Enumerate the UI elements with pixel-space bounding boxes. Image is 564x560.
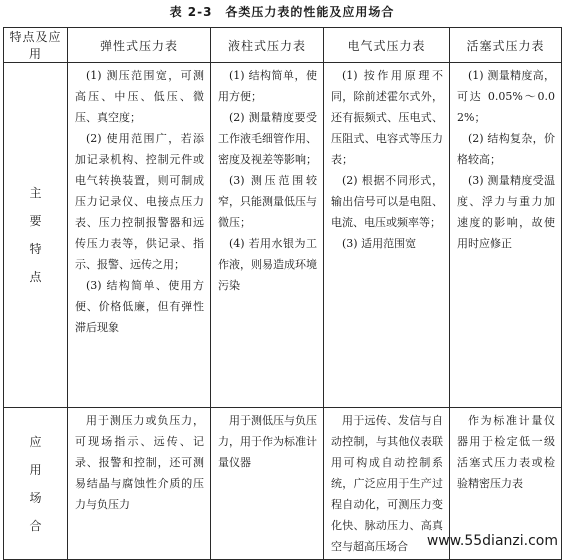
row-label-char: 主 — [29, 186, 42, 200]
row-label-char: 要 — [29, 214, 42, 228]
feature-item: (2) 结构复杂，价格较高； — [457, 132, 555, 166]
header-cell-liquid-column: 液柱式压力表 — [211, 28, 324, 63]
cell-elastic-applications — [68, 408, 211, 560]
feature-item: (2) 使用范围广，若添加记录机构、控制元件或电气转换装置，则可制成压力记录仪、电接点压力表、压力控制报警器和远传压力表等，供记录、指示、报警、远传之用； — [75, 132, 204, 271]
feature-item: (1) 测压范围宽，可测高压、中压、低压、微压、真空度； — [75, 69, 204, 124]
row-label-applications — [4, 408, 68, 560]
row-label-char: 特 — [29, 242, 42, 256]
header-cell-elastic: 弹性式压力表 — [68, 28, 211, 63]
watermark-text: www.55dianzi.com — [426, 533, 558, 549]
cell-liquid-column-features — [211, 63, 324, 408]
row-label-char: 场 — [29, 490, 42, 505]
pressure-gauge-table — [3, 27, 562, 560]
table-caption: 表 2-3 各类压力表的性能及应用场合 — [169, 5, 395, 19]
feature-item: (3) 测压范围较窄，只能测量低压与微压； — [218, 174, 317, 229]
cell-piston-features — [450, 63, 562, 408]
feature-item: (3) 适用范围宽 — [342, 237, 417, 250]
application-text: 用于测压力或负压力，可现场指示、远传、记录、报警和控制，还可测易结晶与腐蚀性介质的压力与负压力 — [75, 414, 204, 511]
row-label-char: 应 — [29, 434, 42, 449]
row-label-char: 点 — [29, 270, 42, 284]
application-text: 作为标准计量仪器用于检定低一级活塞式压力表或检验精密压力表 — [457, 414, 555, 490]
feature-item: (1) 结构简单，使用方便； — [218, 69, 317, 103]
cell-elastic-features — [68, 63, 211, 408]
header-row — [4, 28, 562, 63]
application-text: 用于远传、发信与自动控制，与其他仪表联用可构成自动控制系统，广泛应用于生产过程自动化，可测压力变化快、脉动压力、高真空与超高压场合 — [331, 414, 443, 553]
row-label-char: 合 — [29, 518, 42, 533]
header-cell-electrical: 电气式压力表 — [324, 28, 450, 63]
header-cell-piston: 活塞式压力表 — [450, 28, 562, 63]
application-text: 用于测低压与负压力，用于作为标准计量仪器 — [218, 414, 317, 469]
feature-item: (2) 根据不同形式，输出信号可以是电阻、电流、电压或频率等； — [331, 174, 443, 229]
header-cell-category: 特点及应用 — [4, 28, 68, 63]
feature-item: (3) 测量精度受温度、浮力与重力加速度的影响，故使用时应修正 — [457, 174, 555, 250]
row-label-char: 用 — [29, 462, 42, 477]
feature-item: (2) 测量精度要受工作液毛细管作用、密度及视差等影响； — [218, 111, 317, 166]
cell-electrical-features — [324, 63, 450, 408]
feature-item: (3) 结构简单、使用方便、价格低廉，但有弹性滞后现象 — [75, 279, 204, 334]
feature-item: (4) 若用水银为工作液，则易造成环境污染 — [218, 237, 317, 292]
cell-liquid-column-applications — [211, 408, 324, 560]
row-label-main-features — [4, 63, 68, 408]
feature-item: (1) 测量精度高，可达 0.05%～0.02%； — [457, 69, 555, 124]
table-row-main-features — [4, 63, 562, 408]
feature-item: (1) 按作用原理不同，除前述霍尔式外，还有振频式、压电式、压阻式、电容式等压力表； — [331, 69, 443, 166]
